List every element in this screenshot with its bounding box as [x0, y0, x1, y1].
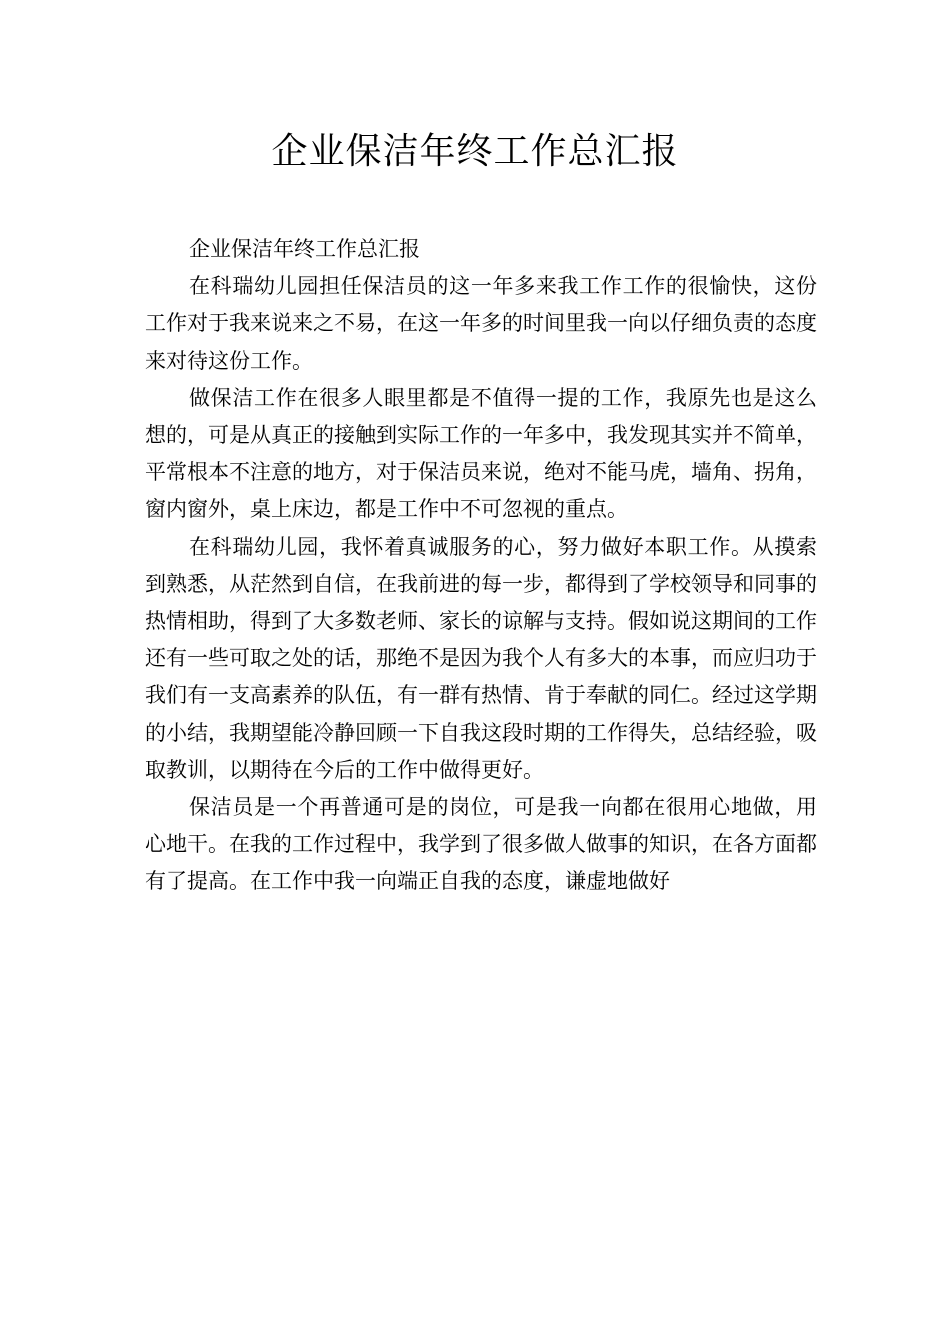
document-title: 企业保洁年终工作总汇报	[271, 131, 679, 172]
paragraph-subtitle: 企业保洁年终工作总汇报	[189, 237, 420, 261]
paragraph-service: 在科瑞幼儿园，我怀着真诚服务的心，努力做好本职工作。从摸索到熟悉，从茫然到自信，在我前进的每一步，都得到了学校领导和同事的热情相助，得到了大多数老师、家长的谅解与支持。假如说这期间的工作还有一些可取之处的话，那绝不是因为我个人有多大的本事，而应归功于我们有一支高素养的队伍，有一群有热情、肯于奉献的同仁。经过这学期的小结，我期望能冷静回顾一下自我这段时期的工作得失，总结经验，吸取教训，以期待在今后的工作中做得更好。	[145, 534, 817, 782]
paragraph-cleaning-work: 做保洁工作在很多人眼里都是不值得一提的工作，我原先也是这么想的，可是从真正的接触到实际工作的一年多中，我发现其实并不简单，平常根本不注意的地方，对于保洁员来说，绝对不能马虎，墙角、拐角，窗内窗外，桌上床边，都是工作中不可忽视的重点。	[145, 385, 817, 522]
document-body	[145, 231, 817, 901]
paragraph-intro: 在科瑞幼儿园担任保洁员的这一年多来我工作工作的很愉快，这份工作对于我来说来之不易，在这一年多的时间里我一向以仔细负责的态度来对待这份工作。	[145, 274, 817, 373]
paragraph-position: 保洁员是一个再普通可是的岗位，可是我一向都在很用心地做，用心地干。在我的工作过程中，我学到了很多做人做事的知识，在各方面都有了提高。在工作中我一向端正自我的态度，谦虚地做好	[145, 795, 817, 894]
